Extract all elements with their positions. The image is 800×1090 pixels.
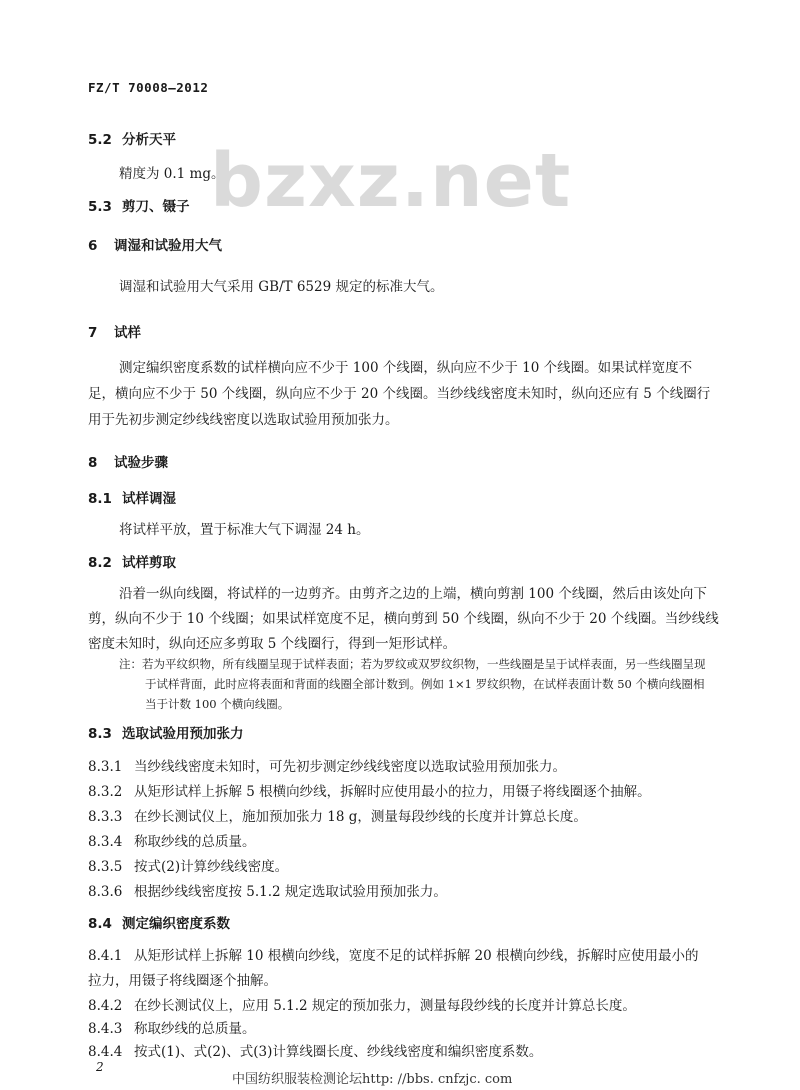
clause-8-3-4: 8.3.4 称取纱线的总质量。 <box>88 834 256 850</box>
clause-8-3-6: 8.3.6 根据纱线线密度按 5.1.2 规定选取试验用预加张力。 <box>88 884 447 900</box>
heading-8: 8 试验步骤 <box>88 455 168 471</box>
note-line: 当于计数 100 个横向线圈。 <box>145 697 290 711</box>
clause-8-4-2: 8.4.2 在纱长测试仪上，应用 5.1.2 规定的预加张力，测量每段纱线的长度并计算总长度。 <box>88 998 636 1014</box>
heading-5-2: 5.2 分析天平 <box>88 132 176 148</box>
clause-8-4-1-cont: 拉力，用镊子将线圈逐个抽解。 <box>88 973 277 989</box>
para-7-line: 测定编织密度系数的试样横向应不少于 100 个线圈，纵向应不少于 10 个线圈。如果试样宽度不 <box>119 360 693 376</box>
heading-8-1: 8.1 试样调湿 <box>88 491 176 507</box>
clause-8-3-2: 8.3.2 从矩形试样上拆解 5 根横向纱线，拆解时应使用最小的拉力，用镊子将线圈逐个抽解。 <box>88 784 651 800</box>
clause-8-3-3: 8.3.3 在纱长测试仪上，施加预加张力 18 g，测量每段纱线的长度并计算总长度。 <box>88 809 587 825</box>
page-number: 2 <box>96 1060 104 1074</box>
note-line: 于试样背面，此时应将表面和背面的线圈全部计数到。例如 1×1 罗纹织物，在试样表面计数 50 个横向线圈相 <box>145 677 705 691</box>
para-7-line: 足，横向应不少于 50 个线圈，纵向应不少于 20 个线圈。当纱线线密度未知时，纵向还应有 5 个线圈行 <box>88 386 711 402</box>
clause-8-4-4: 8.4.4 按式(1)、式(2)、式(3)计算线圈长度、纱线线密度和编织密度系数。 <box>88 1044 543 1060</box>
clause-8-4-3: 8.4.3 称取纱线的总质量。 <box>88 1021 256 1037</box>
para-6: 调湿和试验用大气采用 GB/T 6529 规定的标准大气。 <box>119 279 444 295</box>
footer-forum-link[interactable]: 中国纺织服装检测论坛http: //bbs. cnfzjc. com <box>232 1072 513 1087</box>
heading-5-3: 5.3 剪刀、镊子 <box>88 199 190 215</box>
clause-8-3-1: 8.3.1 当纱线线密度未知时，可先初步测定纱线线密度以选取试验用预加张力。 <box>88 759 566 775</box>
note-line: 注：若为平纹织物，所有线圈呈现于试样表面；若为罗纹或双罗纹织物，一些线圈是呈于试样表面，另一些线圈呈现 <box>119 657 706 671</box>
heading-8-2: 8.2 试样剪取 <box>88 555 176 571</box>
para-7-line: 用于先初步测定纱线线密度以选取试验用预加张力。 <box>88 412 399 428</box>
clause-8-4-1: 8.4.1 从矩形试样上拆解 10 根横向纱线，宽度不足的试样拆解 20 根横向纱线，拆解时应使用最小的 <box>88 948 699 964</box>
para-8-1: 将试样平放，置于标准大气下调湿 24 h。 <box>119 522 370 538</box>
clause-8-3-5: 8.3.5 按式(2)计算纱线线密度。 <box>88 859 289 875</box>
watermark: bzxz.net <box>210 138 572 224</box>
heading-7: 7 试样 <box>88 325 141 341</box>
para-5-2: 精度为 0.1 mg。 <box>119 166 225 182</box>
heading-8-3: 8.3 选取试验用预加张力 <box>88 726 244 742</box>
para-8-2-line: 密度未知时，纵向还应多剪取 5 个线圈行，得到一矩形试样。 <box>88 636 457 652</box>
para-8-2-line: 沿着一纵向线圈，将试样的一边剪齐。由剪齐之边的上端，横向剪割 100 个线圈，然后由该处向下 <box>119 586 707 602</box>
para-8-2-line: 剪，纵向不少于 10 个线圈；如果试样宽度不足，横向剪到 50 个线圈，纵向不少于 20 个线圈。当纱线线 <box>88 611 719 627</box>
standard-number-header: FZ/T 70008—2012 <box>88 80 209 95</box>
heading-6: 6 调湿和试验用大气 <box>88 238 222 254</box>
heading-8-4: 8.4 测定编织密度系数 <box>88 916 230 932</box>
